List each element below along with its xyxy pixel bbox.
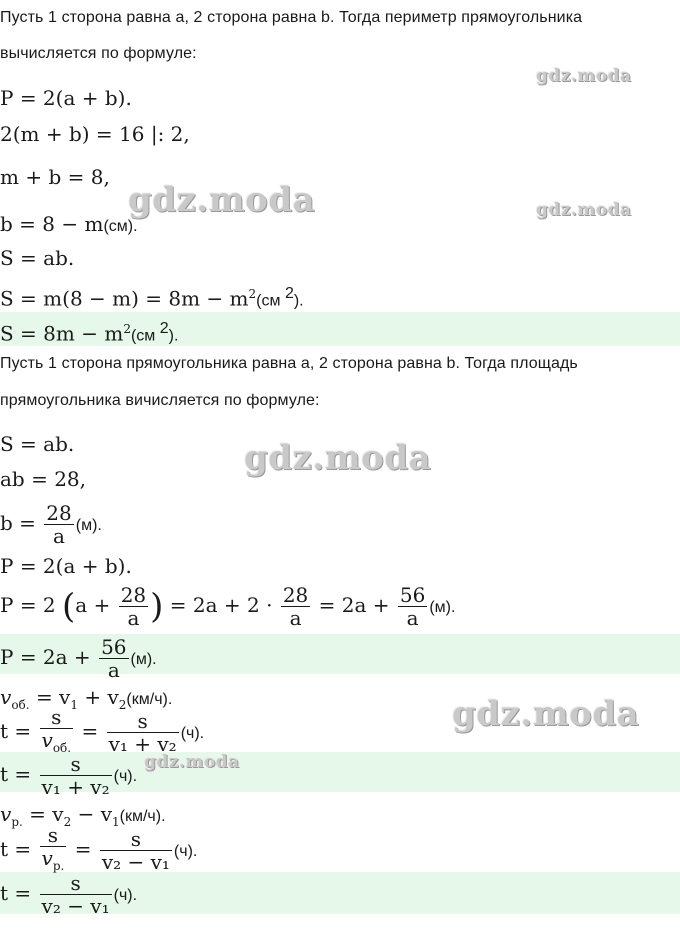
section1-equation-area: $S = m(8 - m) = 8m - m^2(см$ $^2$).	[0, 285, 304, 311]
section1-equation-b: b = 8 − m(см).	[0, 212, 138, 236]
fraction-s-over-difference: $\frac{s}{\text{v₂ − v₁}}$	[101, 827, 170, 874]
watermark-logo: gdz.moda	[452, 694, 640, 734]
section1-intro-line2: вычисляется по формуле:	[0, 45, 197, 62]
section2-intro-line1: Пусть 1 сторона прямоугольника равна a, 2 сторона равна b. Тогда площадь	[0, 355, 578, 372]
section1-formula-perimeter: P = 2(a + b).	[0, 86, 132, 110]
section4-time-formula: t = $\frac{s}{v_{р.}}$ = $\frac{s}{\text{v₂ − v₁}}$ (ч).	[0, 824, 197, 877]
section1-formula-area: S = ab.	[0, 246, 75, 270]
section2-formula-perimeter: P = 2(a + b).	[0, 554, 132, 578]
section2-equation-perimeter: P = 2 (a + $\frac{28}{a}$ ) = 2a + 2 · $\frac{28}{a}$ = 2a + $\frac{56}{a}$ (м).	[0, 583, 456, 630]
section3-answer: t = $\frac{s}{\text{v₁ + v₂}}$ (ч).	[0, 752, 138, 799]
watermark-logo: gdz.moda	[144, 752, 240, 772]
section2-intro-line2: прямоугольника вичисляется по формуле:	[0, 392, 320, 409]
watermark-logo: gdz.moda	[244, 438, 432, 478]
section2-formula-area: S = ab.	[0, 432, 75, 456]
fraction-s-over-v-ob: $\frac{s}{v_{об.}}$	[41, 705, 72, 755]
section1-equation-sum: m + b = 8,	[0, 165, 110, 189]
fraction-28-over-a: $\frac{28}{a}$	[120, 583, 147, 630]
section1-answer: $S = 8m - m^2(см$ $^2$).	[0, 320, 179, 346]
watermark-logo: gdz.moda	[536, 200, 632, 220]
section2-answer: P = 2a + $\frac{56}{a}$ (м).	[0, 635, 157, 682]
fraction-56-over-a: $\frac{56}{a}$	[101, 635, 127, 682]
section2-equation-b: b = $\frac{28}{a}$ (м).	[0, 501, 102, 548]
section3-time-formula: t = $\frac{s}{v_{об.}}$ = $\frac{s}{\text{v₁ + v₂}}$ (ч).	[0, 706, 204, 759]
section1-intro-line1: Пусть 1 сторона равна a, 2 сторона равна b. Тогда периметр прямоугольника	[0, 9, 583, 26]
fraction-s-over-difference: $\frac{s}{\text{v₂ − v₁}}$	[41, 871, 110, 918]
section1-equation-divide: 2(m + b) = 16 |: 2,	[0, 122, 190, 146]
fraction-56-over-a: $\frac{56}{a}$	[399, 583, 426, 630]
fraction-s-over-sum: $\frac{s}{\text{v₁ + v₂}}$	[108, 709, 177, 756]
watermark-logo: gdz.moda	[128, 180, 316, 220]
fraction-s-over-v-r: $\frac{s}{v_{р.}}$	[41, 823, 65, 873]
watermark-logo: gdz.moda	[536, 66, 632, 86]
section3-speed-together: $v_{об.} = v_1 + v_2(км/ч)$.	[0, 685, 173, 712]
fraction-s-over-sum: $\frac{s}{\text{v₁ + v₂}}$	[41, 752, 110, 799]
section4-speed-apart: $v_{р.} = v_2 - v_1(км/ч)$.	[0, 802, 166, 829]
fraction-28-over-a: $\frac{28}{a}$	[46, 501, 72, 548]
section2-equation-product: ab = 28,	[0, 467, 87, 491]
fraction-28-over-a: $\frac{28}{a}$	[282, 583, 309, 630]
section4-answer: t = $\frac{s}{\text{v₂ − v₁}}$ (ч).	[0, 871, 138, 918]
